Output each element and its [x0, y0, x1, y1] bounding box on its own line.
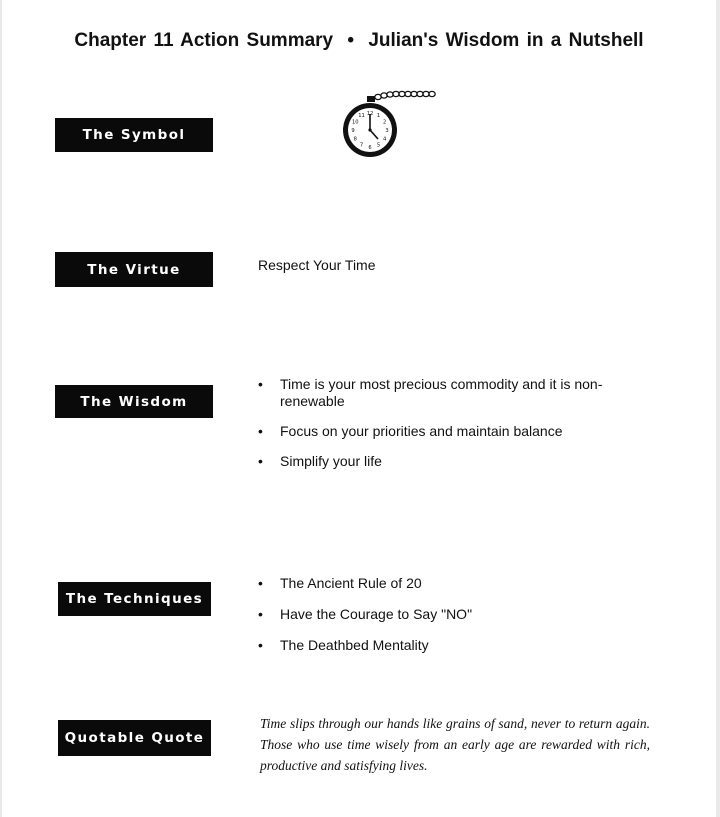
clock-numeral: 11 — [358, 113, 365, 120]
quote-text: Time slips through our hands like grains of sand, never to return again. Those who use time wisely from an early age are rewarded with rich, productive and satisfying lives. — [260, 716, 650, 773]
clock-numeral: 6 — [368, 144, 372, 151]
page-subtitle: Julian's Wisdom in a Nutshell — [368, 30, 644, 51]
bullet-dot: • — [258, 423, 263, 439]
clock-numeral: 2 — [383, 119, 387, 126]
bullet-dot: • — [258, 575, 263, 591]
bullet-dot: • — [258, 637, 263, 653]
clock-numeral: 3 — [385, 127, 389, 134]
wisdom-label: The Wisdom — [55, 385, 213, 418]
list-item-text: Simplify your life — [280, 453, 382, 469]
techniques-list — [258, 575, 638, 668]
pocket-watch-icon — [332, 84, 442, 168]
document-page — [2, 0, 716, 817]
techniques-label: The Techniques — [58, 582, 211, 616]
wisdom-list — [258, 376, 638, 483]
symbol-label: The Symbol — [55, 118, 213, 152]
list-item-text: Have the Courage to Say "NO" — [280, 606, 473, 622]
virtue-text: Respect Your Time — [258, 257, 376, 273]
list-item-text: The Ancient Rule of 20 — [280, 575, 422, 591]
bullet-dot: • — [258, 606, 263, 622]
clock-numeral: 1 — [376, 113, 381, 120]
list-item — [258, 575, 638, 592]
clock-numeral: 5 — [376, 142, 381, 149]
list-item — [258, 453, 638, 470]
list-item — [258, 637, 638, 654]
list-item-text: Focus on your priorities and maintain balance — [280, 423, 563, 439]
list-item — [258, 606, 638, 623]
clock-numeral: 10 — [351, 119, 359, 126]
title-separator: • — [347, 30, 355, 51]
clock-numeral: 7 — [359, 142, 364, 149]
section-name: Action Summary — [180, 30, 334, 51]
virtue-label: The Virtue — [55, 252, 213, 287]
list-item-text: Time is your most precious commodity and it is non-renewable — [280, 376, 603, 409]
page-title — [2, 30, 716, 52]
list-item-text: The Deathbed Mentality — [280, 637, 429, 653]
list-item — [258, 376, 638, 410]
quote-label: Quotable Quote — [58, 720, 211, 756]
clock-numeral: 12 — [366, 110, 374, 117]
list-item — [258, 423, 638, 440]
bullet-dot: • — [258, 376, 263, 392]
chapter-number: Chapter 11 — [74, 30, 174, 51]
clock-numeral: 9 — [351, 127, 355, 134]
clock-numeral: 4 — [383, 136, 387, 143]
clock-numeral: 8 — [353, 136, 357, 143]
bullet-dot: • — [258, 453, 263, 469]
